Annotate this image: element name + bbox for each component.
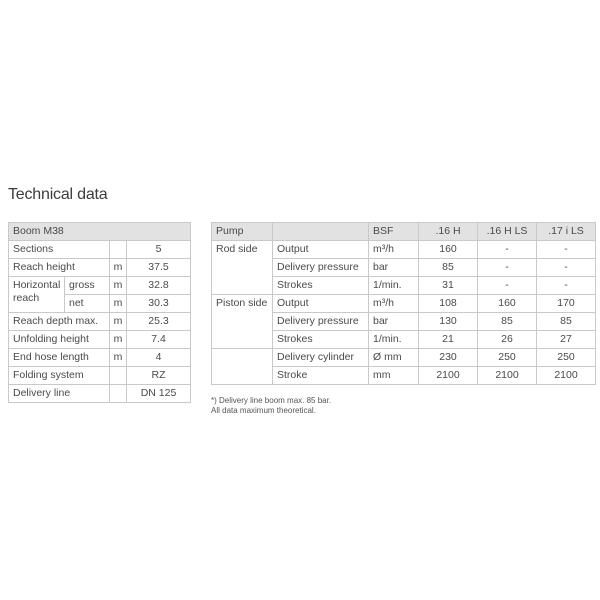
cell-value: 130 bbox=[419, 313, 478, 331]
row-label: Strokes bbox=[273, 331, 369, 349]
table-row bbox=[212, 367, 596, 385]
table-row bbox=[212, 223, 596, 241]
cell-value: 250 bbox=[478, 349, 537, 367]
row-label: Horizontal reach bbox=[9, 277, 65, 313]
row-label: End hose length bbox=[9, 349, 110, 367]
cell-value: 250 bbox=[537, 349, 596, 367]
row-label: Reach depth max. bbox=[9, 313, 110, 331]
cell-value: - bbox=[478, 277, 537, 295]
row-value: 32.8 bbox=[127, 277, 191, 295]
row-unit: 1/min. bbox=[369, 331, 419, 349]
row-label: Delivery line bbox=[9, 385, 110, 403]
cell-value: - bbox=[537, 259, 596, 277]
cell-value: - bbox=[537, 241, 596, 259]
cell-value: 21 bbox=[419, 331, 478, 349]
table-row bbox=[212, 313, 596, 331]
table-row bbox=[212, 277, 596, 295]
cell-value: 2100 bbox=[419, 367, 478, 385]
model-header: .17 i LS bbox=[537, 223, 596, 241]
pump-header: Pump bbox=[212, 223, 273, 241]
cell-value: - bbox=[478, 241, 537, 259]
group-label: Rod side bbox=[212, 241, 273, 259]
footnote-line: *) Delivery line boom max. 85 bar. bbox=[211, 396, 332, 405]
row-value: 4 bbox=[127, 349, 191, 367]
row-unit: m bbox=[110, 331, 127, 349]
row-unit: m³/h bbox=[369, 295, 419, 313]
row-unit: m³/h bbox=[369, 241, 419, 259]
row-label: Delivery pressure bbox=[273, 313, 369, 331]
row-unit: bar bbox=[369, 259, 419, 277]
row-value: RZ bbox=[127, 367, 191, 385]
row-unit: m bbox=[110, 277, 127, 295]
row-unit: Ø mm bbox=[369, 349, 419, 367]
row-sublabel: gross bbox=[65, 277, 110, 295]
row-label: Stroke bbox=[273, 367, 369, 385]
table-row bbox=[212, 331, 596, 349]
row-value: 25.3 bbox=[127, 313, 191, 331]
cell-value: 2100 bbox=[537, 367, 596, 385]
table-row bbox=[212, 349, 596, 367]
row-value: 37.5 bbox=[127, 259, 191, 277]
row-value: 7.4 bbox=[127, 331, 191, 349]
row-label: Output bbox=[273, 241, 369, 259]
cell-value: 2100 bbox=[478, 367, 537, 385]
bsf-header: BSF bbox=[369, 223, 419, 241]
cell-value: - bbox=[537, 277, 596, 295]
cell-value: 85 bbox=[537, 313, 596, 331]
row-label: Delivery pressure bbox=[273, 259, 369, 277]
table-row bbox=[9, 241, 191, 259]
cell-value: 26 bbox=[478, 331, 537, 349]
cell-value: 170 bbox=[537, 295, 596, 313]
row-unit: m bbox=[110, 295, 127, 313]
table-row bbox=[212, 259, 596, 277]
row-unit: bar bbox=[369, 313, 419, 331]
row-unit: m bbox=[110, 313, 127, 331]
table-row bbox=[9, 349, 191, 367]
row-label: Folding system bbox=[9, 367, 110, 385]
cell-value: 31 bbox=[419, 277, 478, 295]
table-row bbox=[9, 313, 191, 331]
model-header: .16 H LS bbox=[478, 223, 537, 241]
cell-value: 160 bbox=[419, 241, 478, 259]
table-row bbox=[9, 385, 191, 403]
row-label: Unfolding height bbox=[9, 331, 110, 349]
row-label: Output bbox=[273, 295, 369, 313]
table-row bbox=[9, 259, 191, 277]
model-header: .16 H bbox=[419, 223, 478, 241]
table-row bbox=[212, 241, 596, 259]
row-label: Strokes bbox=[273, 277, 369, 295]
row-unit: m bbox=[110, 259, 127, 277]
footnote bbox=[211, 396, 331, 416]
boom-header: Boom M38 bbox=[9, 223, 191, 241]
row-sublabel: net bbox=[65, 295, 110, 313]
cell-value: - bbox=[478, 259, 537, 277]
row-value: DN 125 bbox=[127, 385, 191, 403]
table-row bbox=[9, 331, 191, 349]
row-label: Reach height bbox=[9, 259, 110, 277]
page-title: Technical data bbox=[8, 186, 108, 203]
row-unit: m bbox=[110, 349, 127, 367]
footnote-line: All data maximum theoretical. bbox=[211, 406, 316, 415]
pump-table bbox=[211, 222, 596, 385]
table-row bbox=[9, 367, 191, 385]
boom-table bbox=[8, 222, 191, 403]
cell-value: 108 bbox=[419, 295, 478, 313]
table-row bbox=[9, 223, 191, 241]
row-value: 5 bbox=[127, 241, 191, 259]
cell-value: 27 bbox=[537, 331, 596, 349]
table-row bbox=[9, 277, 191, 295]
row-label: Sections bbox=[9, 241, 110, 259]
row-unit: 1/min. bbox=[369, 277, 419, 295]
cell-value: 160 bbox=[478, 295, 537, 313]
cell-value: 85 bbox=[419, 259, 478, 277]
row-unit: mm bbox=[369, 367, 419, 385]
row-value: 30.3 bbox=[127, 295, 191, 313]
row-label: Delivery cylinder bbox=[273, 349, 369, 367]
cell-value: 230 bbox=[419, 349, 478, 367]
cell-value: 85 bbox=[478, 313, 537, 331]
table-row bbox=[212, 295, 596, 313]
group-label: Piston side bbox=[212, 295, 273, 313]
